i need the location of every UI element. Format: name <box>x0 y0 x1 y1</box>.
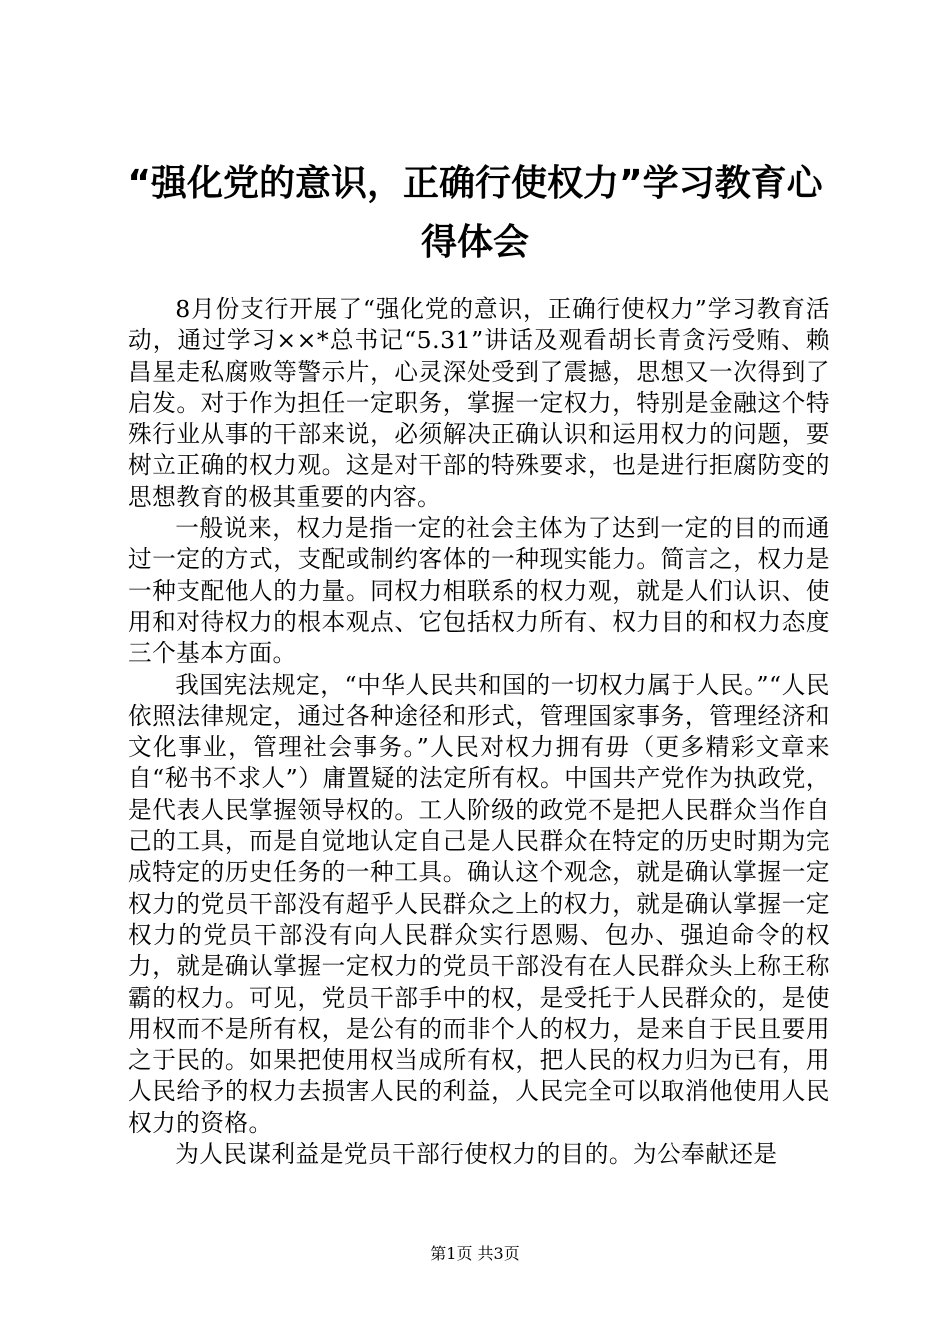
paragraph-4: 为人民谋利益是党员干部行使权力的目的。为公奉献还是 <box>175 1140 778 1169</box>
paragraph-2: 一般说来，权力是指一定的社会主体为了达到一定的目的而通过一定的方式，支配或制约客体的一种现实能力。简言之，权力是一种支配他人的力量。同权力相联系的权力观，就是人们认识、使用和对待权力的根本观点、它包括权力所有、权力目的和权力态度三个基本方面。 <box>128 514 830 668</box>
page-footer: 第1页 共3页 <box>430 1244 520 1263</box>
document-body <box>128 294 830 1170</box>
document-title-line-1: “强化党的意识，正确行使权力”学习教育心 <box>127 163 823 204</box>
document-title-line-2: 得体会 <box>420 222 529 263</box>
paragraph-3: 我国宪法规定，“中华人民共和国的一切权力属于人民。”“人民依照法律规定，通过各种途径和形式，管理国家事务，管理经济和文化事业，管理社会事务。”人民对权力拥有毋（更多精彩文章来自“秘书不求人”）庸置疑的法定所有权。中国共产党作为执政党，是代表人民掌握领导权的。工人阶级的政党不是把人民群众当作自己的工具，而是自觉地认定自己是人民群众在特定的历史时期为完成特定的历史任务的一种工具。确认这个观念，就是确认掌握一定权力的党员干部没有超乎人民群众之上的权力，就是确认掌握一定权力的党员干部没有向人民群众实行恩赐、包办、强迫命令的权力，就是确认掌握一定权力的党员干部没有在人民群众头上称王称霸的权力。可见，党员干部手中的权，是受托于人民群众的，是使用权而不是所有权，是公有的而非个人的权力，是来自于民且要用之于民的。如果把使用权当成所有权，把人民的权力归为已有，用人民给予的权力去损害人民的利益，人民完全可以取消他使用人民权力的资格。 <box>128 670 830 1137</box>
paragraph-1: 8月份支行开展了“强化党的意识，正确行使权力”学习教育活动，通过学习××*总书记“5.31”讲话及观看胡长青贪污受贿、赖昌星走私腐败等警示片，心灵深处受到了震撼，思想又一次得到了启发。对于作为担任一定职务，掌握一定权力，特别是金融这个特殊行业从事的干部来说，必须解决正确认识和运用权力的问题，要树立正确的权力观。这是对干部的特殊要求，也是进行拒腐防变的思想教育的极其重要的内容。 <box>128 295 830 511</box>
